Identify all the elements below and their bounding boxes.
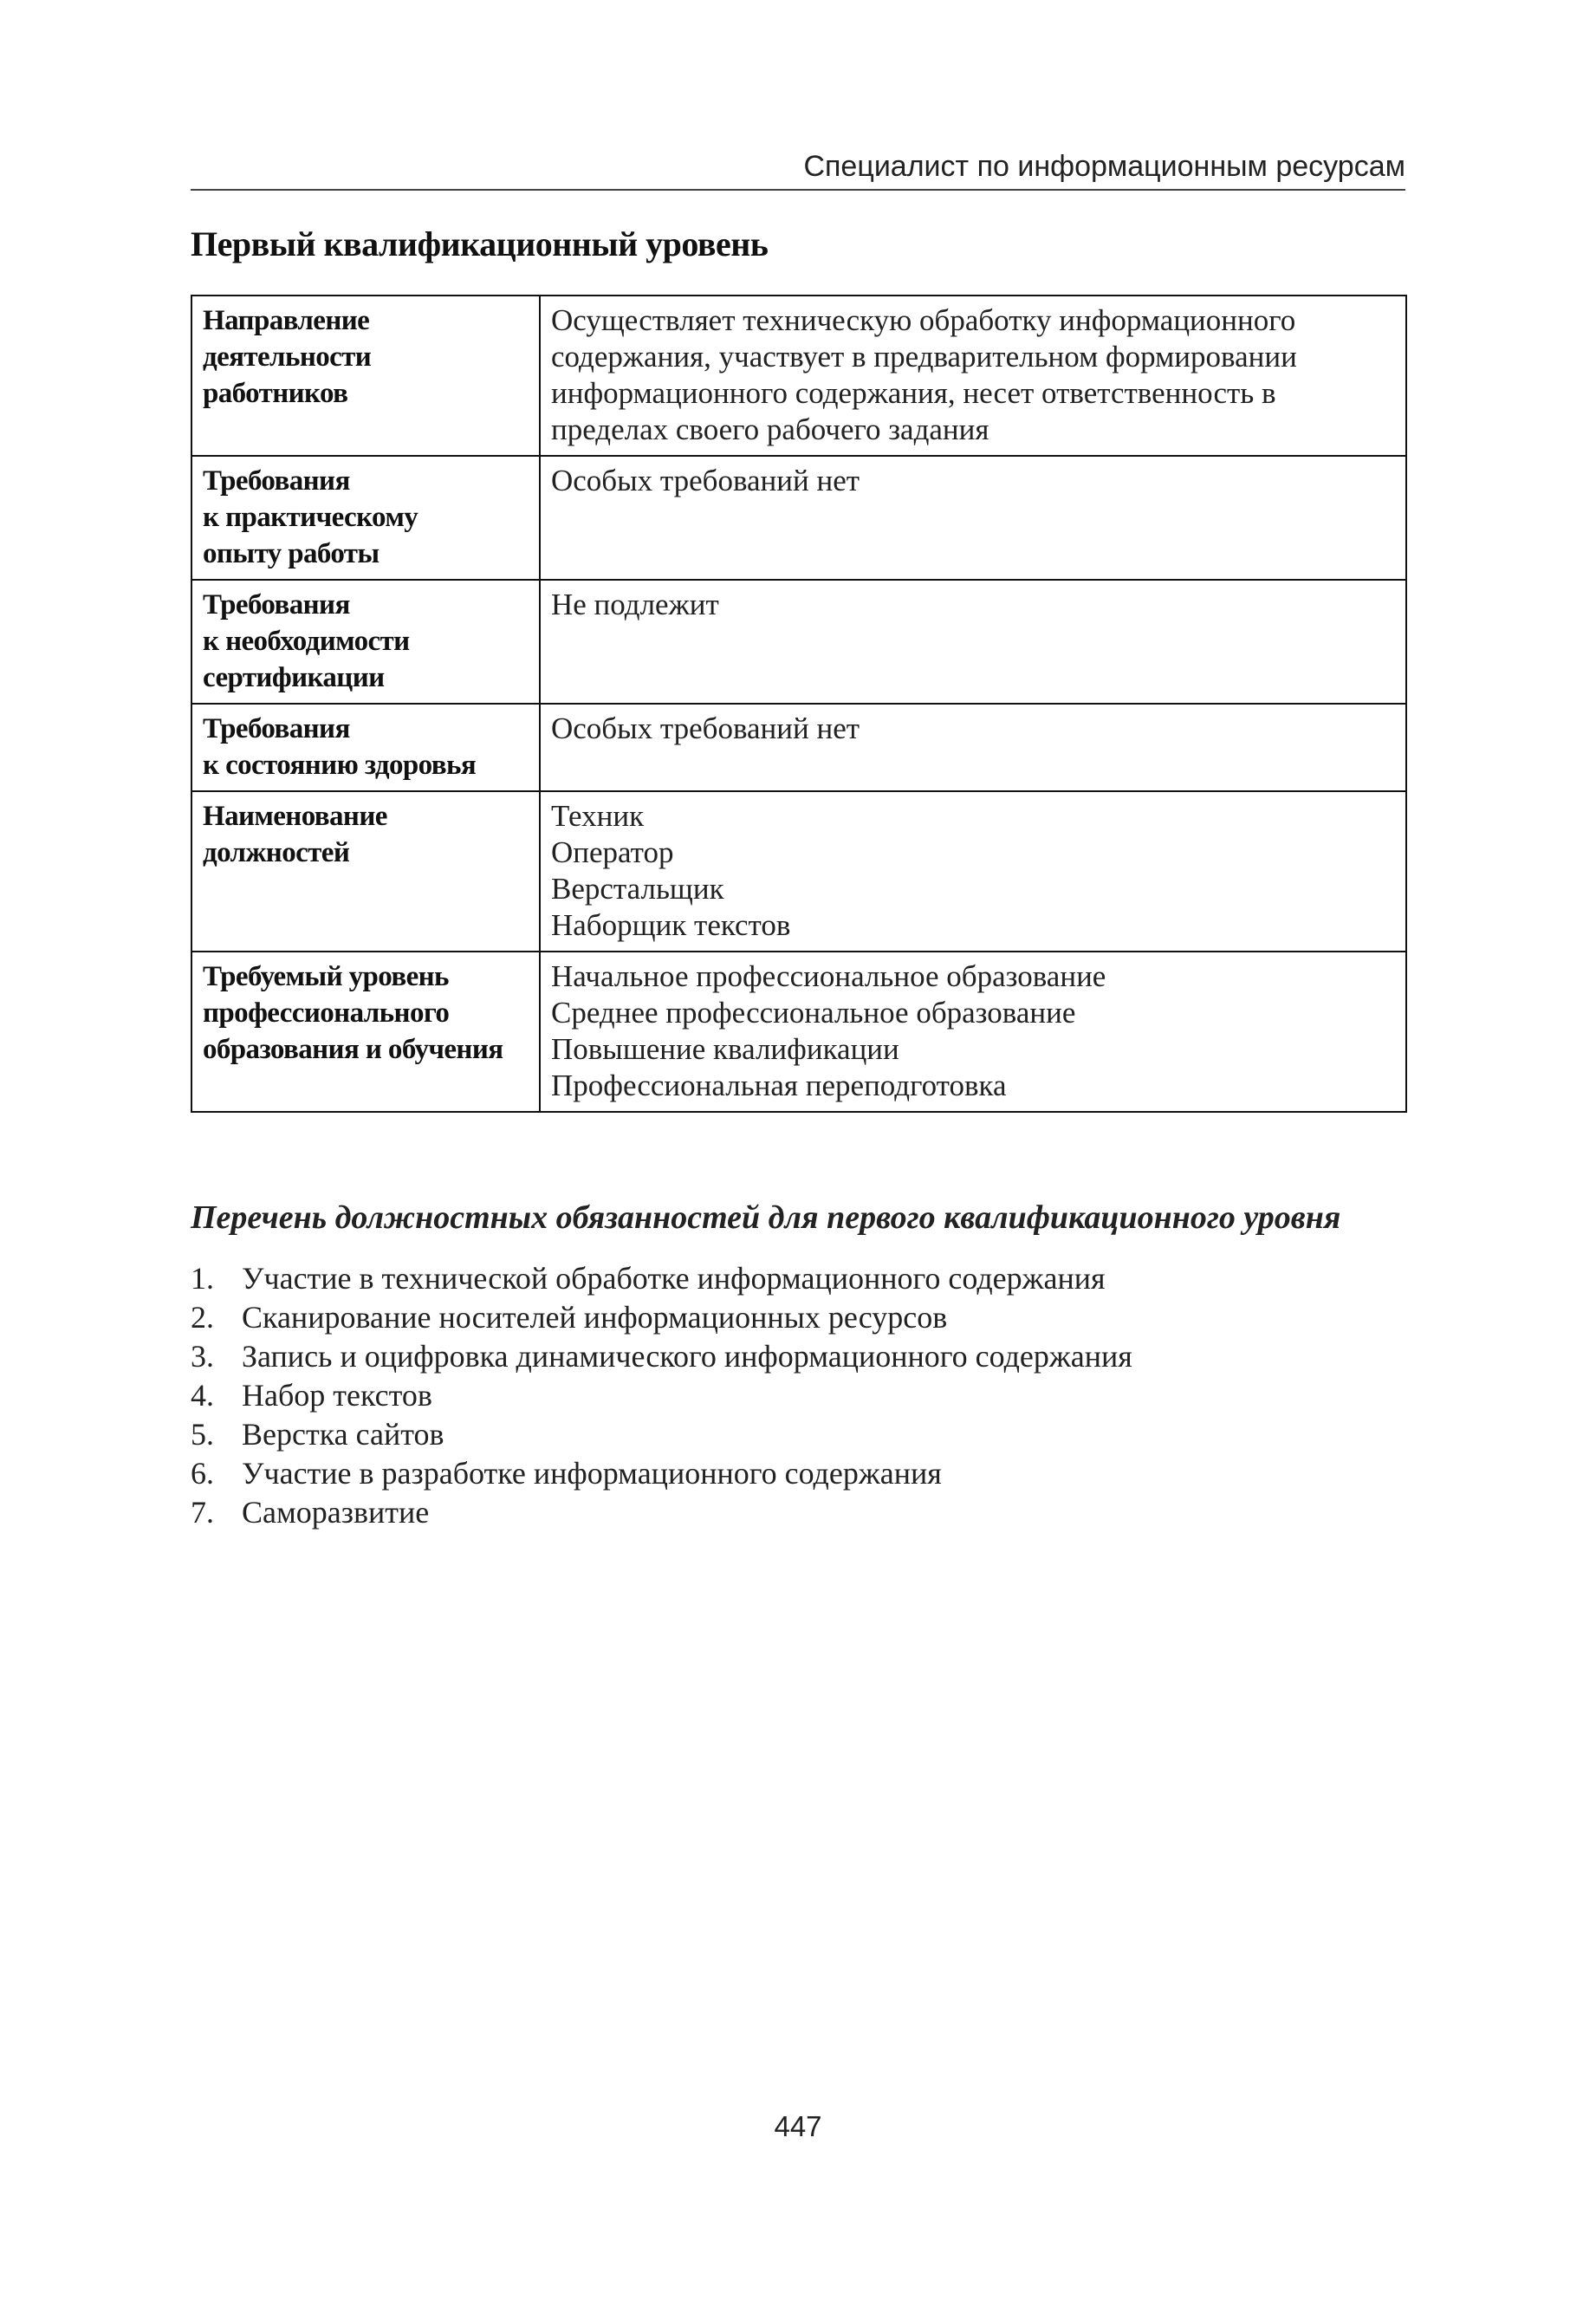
value-line: Особых требований нет xyxy=(551,711,860,745)
label-line: Наименование xyxy=(203,801,387,832)
list-item-number: 2. xyxy=(191,1300,214,1335)
value-line: Начальное профессиональное образование xyxy=(551,959,1106,993)
list-item-number: 6. xyxy=(191,1456,214,1491)
label-line: работников xyxy=(203,378,348,409)
label-line: к практическому xyxy=(203,502,418,533)
list-item xyxy=(191,1454,1132,1493)
row-label-activity-direction xyxy=(191,296,540,456)
list-item-text: Верстка сайтов xyxy=(242,1417,444,1452)
row-label-certification xyxy=(191,580,540,704)
row-value-position-names xyxy=(540,791,1406,952)
label-line: опыту работы xyxy=(203,538,380,569)
list-item-number: 4. xyxy=(191,1378,214,1413)
label-line: должностей xyxy=(203,837,350,868)
row-label-experience xyxy=(191,456,540,580)
list-item xyxy=(191,1415,1132,1454)
header-rule xyxy=(191,189,1405,191)
value-line: Не подлежит xyxy=(551,588,719,621)
row-label-education-level xyxy=(191,952,540,1112)
list-item-text: Саморазвитие xyxy=(242,1495,430,1530)
table-row xyxy=(191,456,1406,580)
list-item-text: Набор текстов xyxy=(242,1378,432,1413)
value-line: Среднее профессиональное образование xyxy=(551,996,1076,1030)
section-title: Первый квалификационный уровень xyxy=(191,224,769,263)
table-row xyxy=(191,704,1406,791)
label-line: профессионального xyxy=(203,997,450,1029)
row-value-health xyxy=(540,704,1406,791)
list-item xyxy=(191,1298,1132,1337)
value-line: Оператор xyxy=(551,835,674,869)
list-item xyxy=(191,1337,1132,1376)
value-line: Техник xyxy=(551,799,645,833)
label-line: к состоянию здоровья xyxy=(203,750,477,781)
list-item-text: Участие в технической обработке информационного содержания xyxy=(242,1261,1106,1296)
list-item-number: 1. xyxy=(191,1261,214,1296)
table-row xyxy=(191,580,1406,704)
duties-list xyxy=(191,1259,1132,1532)
label-line: Требования xyxy=(203,465,350,497)
label-line: Требования xyxy=(203,589,350,620)
label-line: деятельности xyxy=(203,341,372,373)
duties-title: Перечень должностных обязанностей для первого квалификационного уровня xyxy=(191,1199,1341,1236)
row-label-position-names xyxy=(191,791,540,952)
row-label-health xyxy=(191,704,540,791)
value-line: Повышение квалификации xyxy=(551,1032,899,1066)
row-value-certification xyxy=(540,580,1406,704)
label-line: Требуемый уровень xyxy=(203,961,449,992)
value-line: Верстальщик xyxy=(551,872,724,906)
table-row xyxy=(191,296,1406,456)
row-value-activity-direction xyxy=(540,296,1406,456)
label-line: к необходимости xyxy=(203,626,410,657)
label-line: образования и обучения xyxy=(203,1034,503,1065)
qualification-table xyxy=(191,295,1407,1113)
value-line: содержания, участвует в предварительном формировании xyxy=(551,340,1297,374)
list-item-number: 3. xyxy=(191,1339,214,1374)
list-item-number: 7. xyxy=(191,1495,214,1530)
table-row xyxy=(191,791,1406,952)
value-line: Осуществляет техническую обработку информационного xyxy=(551,303,1296,337)
running-header: Специалист по информационным ресурсам xyxy=(803,150,1405,183)
list-item-number: 5. xyxy=(191,1417,214,1452)
list-item-text: Запись и оцифровка динамического информационного содержания xyxy=(242,1339,1132,1374)
value-line: пределах своего рабочего задания xyxy=(551,413,989,446)
list-item xyxy=(191,1376,1132,1415)
value-line: Наборщик текстов xyxy=(551,908,791,942)
value-line: Особых требований нет xyxy=(551,464,860,497)
label-line: сертификации xyxy=(203,662,385,693)
label-line: Требования xyxy=(203,713,350,744)
list-item xyxy=(191,1493,1132,1532)
list-item-text: Участие в разработке информационного содержания xyxy=(242,1456,942,1491)
row-value-experience xyxy=(540,456,1406,580)
list-item-text: Сканирование носителей информационных ресурсов xyxy=(242,1300,948,1335)
value-line: информационного содержания, несет ответственность в xyxy=(551,376,1276,410)
table-row xyxy=(191,952,1406,1112)
row-value-education-level xyxy=(540,952,1406,1112)
value-line: Профессиональная переподготовка xyxy=(551,1069,1007,1102)
list-item xyxy=(191,1259,1132,1298)
label-line: Направление xyxy=(203,305,370,336)
page-number: 447 xyxy=(774,2110,822,2142)
